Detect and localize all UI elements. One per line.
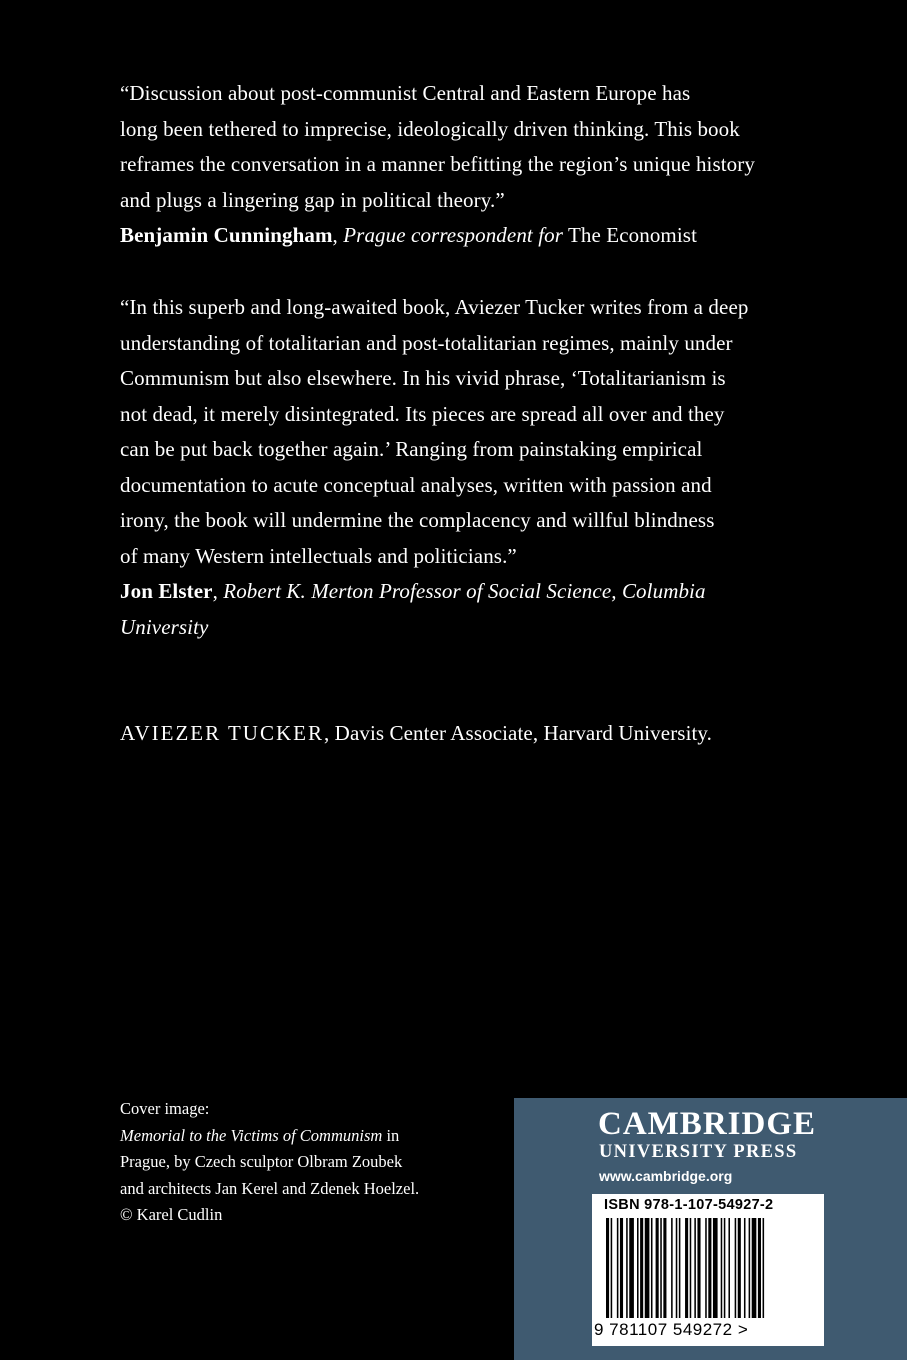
publisher-logo-subtitle: UNIVERSITY PRESS (599, 1142, 798, 1162)
blurb-line: and plugs a lingering gap in political theory.” (120, 187, 505, 212)
blurb-line: irony, the book will undermine the complacency and willful blindness (120, 508, 715, 532)
blurb-line: Communism but also elsewhere. In his vivid phrase, ‘Totalitarianism is (120, 366, 726, 390)
author-name: AVIEZER TUCKER (120, 721, 324, 745)
author-description: , Davis Center Associate, Harvard University. (323, 721, 713, 745)
credit-text: Prague, by Czech sculptor Olbram Zoubek (120, 1152, 403, 1172)
cover-image-credit (120, 1096, 500, 1229)
blurb-line: reframes the conversation in a manner befitting the region’s unique history (120, 152, 755, 176)
publisher-logo-name: CAMBRIDGE (598, 1106, 817, 1142)
attribution-name: Jon Elster (120, 579, 213, 603)
blurb-line: not dead, it merely disintegrated. Its pieces are spread all over and they (120, 401, 725, 426)
blurb-line: documentation to acute conceptual analyses, written with passion and (120, 472, 712, 497)
credit-artwork-title: Memorial to the Victims of Communism (120, 1125, 383, 1145)
isbn-barcode (592, 1194, 824, 1346)
blurb-line: “In this superb and long-awaited book, Aviezer Tucker writes from a deep (120, 295, 749, 319)
attribution-role-continued: University (120, 614, 209, 639)
publisher-panel (514, 1098, 907, 1360)
credit-text: in (382, 1125, 400, 1145)
credit-copyright: © Karel Cudlin (120, 1205, 223, 1225)
blurb-line: of many Western intellectuals and politicians.” (120, 543, 517, 568)
attribution-separator: , (332, 223, 344, 247)
attribution-separator: , (212, 579, 224, 603)
blurb-attribution (120, 218, 820, 254)
credit-heading: Cover image: (120, 1099, 210, 1118)
blurb-line: understanding of totalitarian and post-totalitarian regimes, mainly under (120, 330, 733, 355)
attribution-role: Robert K. Merton Professor of Social Science, Columbia (223, 579, 706, 603)
blurb-line: “Discussion about post-communist Central and Eastern Europe has (120, 81, 691, 105)
author-bio (120, 716, 820, 752)
attribution-name: Benjamin Cunningham (120, 223, 333, 247)
blurb-quote-1 (120, 76, 820, 254)
credit-text: and architects Jan Kerel and Zdenek Hoelzel. (120, 1178, 420, 1198)
blurb-line: can be put back together again.’ Ranging from painstaking empirical (120, 437, 703, 461)
blurb-attribution (120, 574, 820, 610)
barcode-digits: 9 781107 549272 > (594, 1320, 749, 1339)
blurb-line: long been tethered to imprecise, ideologically driven thinking. This book (120, 116, 740, 141)
isbn-label: ISBN 978-1-107-54927-2 (604, 1197, 774, 1213)
publisher-url: www.cambridge.org (599, 1168, 733, 1184)
attribution-outlet: The Economist (563, 223, 698, 247)
attribution-role: Prague correspondent for (343, 223, 564, 247)
blurb-quote-2 (120, 290, 820, 645)
